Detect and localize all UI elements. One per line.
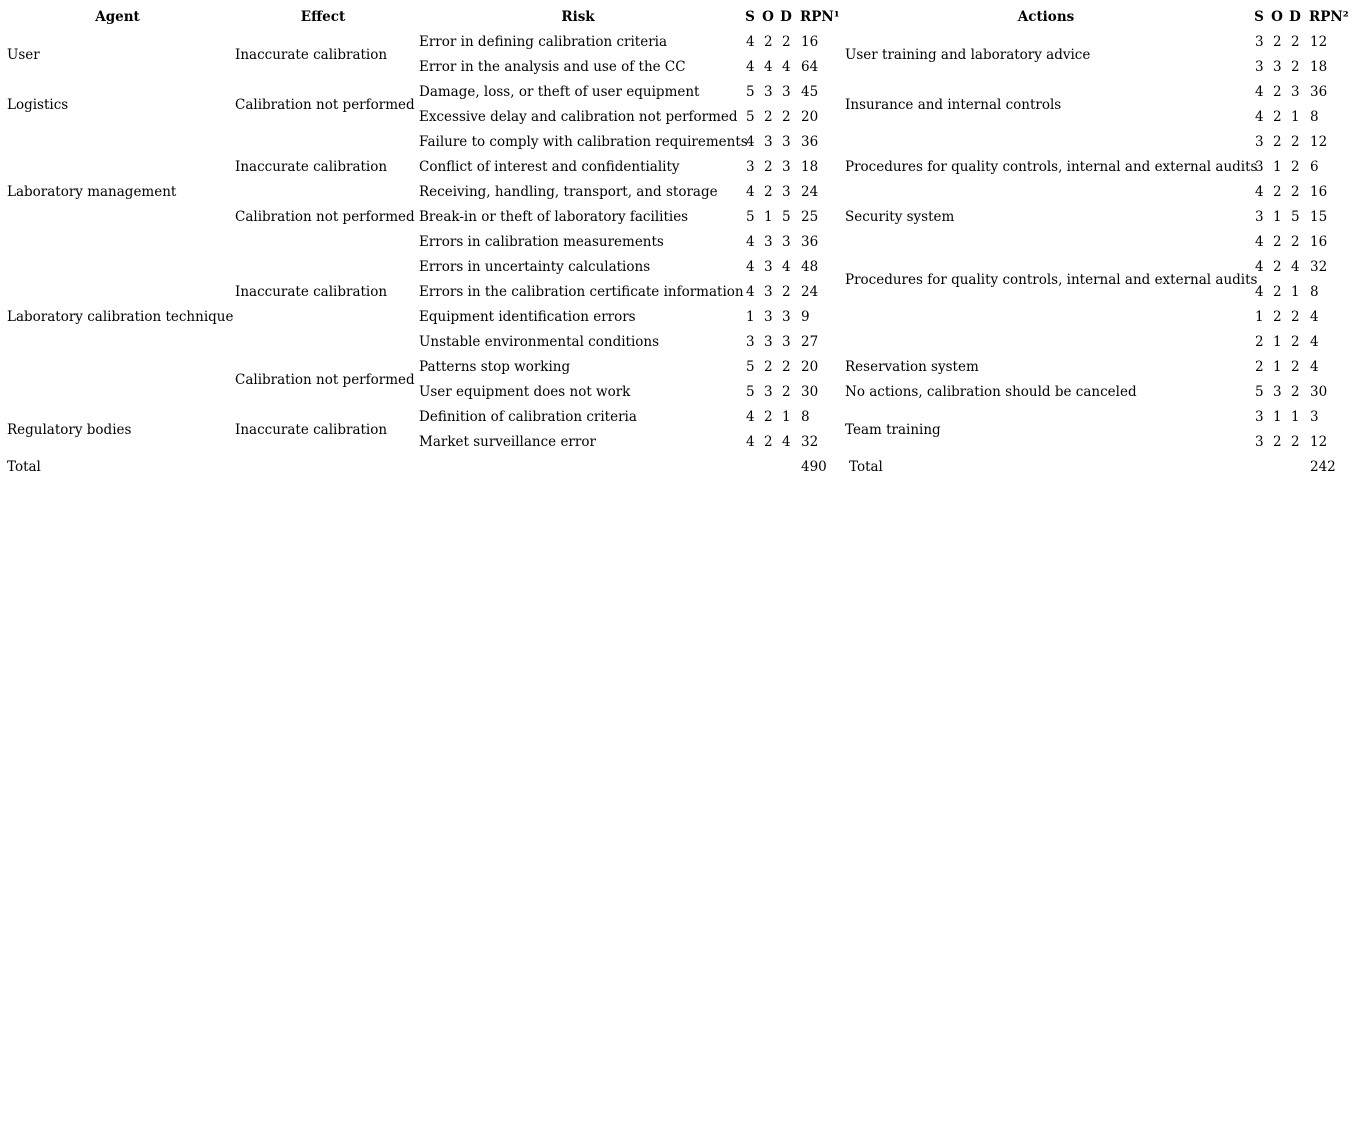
risk-cell: Errors in uncertainty calculations <box>419 259 651 275</box>
effect-cell: Inaccurate calibration <box>235 421 388 438</box>
detection-cell: 3 <box>782 184 791 200</box>
effect-cell: Calibration not performed <box>235 209 415 225</box>
rpn1-cell: 9 <box>801 309 810 325</box>
rpn2-cell: 32 <box>1310 259 1328 275</box>
detection2-cell: 2 <box>1291 309 1300 325</box>
effect-cell: Inaccurate calibration <box>235 46 388 63</box>
occurrence-cell: 3 <box>764 334 773 350</box>
severity2-cell: 3 <box>1255 434 1264 450</box>
rpn2-cell: 16 <box>1310 234 1328 250</box>
rpn1-cell: 8 <box>801 409 810 425</box>
severity-cell: 4 <box>746 409 755 425</box>
severity2-cell: 4 <box>1255 109 1264 125</box>
total-rpn1: 490 <box>801 459 827 475</box>
detection2-cell: 2 <box>1291 334 1300 350</box>
rpn2-cell: 4 <box>1310 334 1319 350</box>
occurrence2-cell: 1 <box>1273 359 1282 375</box>
occurrence2-cell: 1 <box>1273 159 1282 175</box>
rpn2-cell: 8 <box>1310 284 1319 300</box>
detection2-cell: 2 <box>1291 134 1300 150</box>
action-cell: Procedures for quality controls, internal and external audits <box>845 159 1258 175</box>
detection2-cell: 1 <box>1291 284 1300 300</box>
risk-cell: Excessive delay and calibration not performed <box>419 109 738 125</box>
severity-cell: 5 <box>746 359 755 375</box>
detection-cell: 5 <box>782 209 791 225</box>
effect-cell: Calibration not performed <box>235 96 415 113</box>
agent-cell: Regulatory bodies <box>7 421 132 438</box>
occurrence-cell: 3 <box>764 259 773 275</box>
detection-cell: 4 <box>782 59 791 75</box>
detection-cell: 2 <box>782 284 791 300</box>
severity-cell: 4 <box>746 59 755 75</box>
detection2-cell: 5 <box>1291 209 1300 225</box>
occurrence-cell: 3 <box>764 84 773 100</box>
severity2-cell: 3 <box>1255 34 1264 50</box>
occurrence2-cell: 2 <box>1273 434 1282 450</box>
severity2-cell: 2 <box>1255 359 1264 375</box>
detection-cell: 3 <box>782 309 791 325</box>
occurrence-cell: 3 <box>764 284 773 300</box>
severity-cell: 4 <box>746 184 755 200</box>
severity2-cell: 2 <box>1255 334 1264 350</box>
action-cell: Team training <box>845 421 941 438</box>
agent-cell: User <box>7 46 40 63</box>
detection-cell: 1 <box>782 409 791 425</box>
occurrence2-cell: 2 <box>1273 259 1282 275</box>
risk-cell: Market surveillance error <box>419 434 596 450</box>
severity2-cell: 3 <box>1255 209 1264 225</box>
detection2-cell: 2 <box>1291 159 1300 175</box>
rpn2-cell: 18 <box>1310 59 1328 75</box>
severity2-cell: 4 <box>1255 234 1264 250</box>
occurrence-cell: 2 <box>764 159 773 175</box>
header-d2: D <box>1289 9 1301 25</box>
risk-cell: Failure to comply with calibration requirements <box>419 134 748 150</box>
effect-cell: Calibration not performed <box>235 371 415 388</box>
risk-cell: Break-in or theft of laboratory facilities <box>419 209 689 225</box>
occurrence-cell: 3 <box>764 134 773 150</box>
rpn1-cell: 32 <box>801 434 819 450</box>
detection-cell: 4 <box>782 259 791 275</box>
rpn2-cell: 4 <box>1310 359 1319 375</box>
detection2-cell: 2 <box>1291 384 1300 400</box>
detection2-cell: 2 <box>1291 59 1300 75</box>
severity-cell: 5 <box>746 384 755 400</box>
rpn1-cell: 64 <box>801 59 819 75</box>
severity-cell: 4 <box>746 34 755 50</box>
rpn2-cell: 12 <box>1310 134 1328 150</box>
occurrence2-cell: 2 <box>1273 134 1282 150</box>
header-d: D <box>780 9 792 25</box>
header-rpn1: RPN¹ <box>800 9 840 25</box>
occurrence2-cell: 2 <box>1273 284 1282 300</box>
occurrence2-cell: 3 <box>1273 384 1282 400</box>
detection-cell: 2 <box>782 359 791 375</box>
risk-cell: Unstable environmental conditions <box>419 334 660 350</box>
occurrence-cell: 2 <box>764 359 773 375</box>
occurrence2-cell: 2 <box>1273 84 1282 100</box>
rpn1-cell: 25 <box>801 209 819 225</box>
severity2-cell: 3 <box>1255 159 1264 175</box>
total-label-right: Total <box>849 459 883 475</box>
rpn1-cell: 45 <box>801 84 819 100</box>
risk-cell: Equipment identification errors <box>419 309 636 325</box>
header-agent: Agent <box>95 9 140 25</box>
detection-cell: 2 <box>782 34 791 50</box>
header-s2: S <box>1254 9 1264 25</box>
detection2-cell: 1 <box>1291 409 1300 425</box>
rpn1-cell: 20 <box>801 359 819 375</box>
occurrence-cell: 2 <box>764 434 773 450</box>
detection-cell: 3 <box>782 334 791 350</box>
severity-cell: 4 <box>746 234 755 250</box>
occurrence-cell: 1 <box>764 209 773 225</box>
severity-cell: 4 <box>746 434 755 450</box>
effect-cell: Inaccurate calibration <box>235 284 388 300</box>
action-cell: No actions, calibration should be canceled <box>845 384 1137 400</box>
rpn2-cell: 12 <box>1310 434 1328 450</box>
total-label-left: Total <box>7 459 41 475</box>
occurrence-cell: 2 <box>764 109 773 125</box>
rpn2-cell: 15 <box>1310 209 1328 225</box>
occurrence-cell: 3 <box>764 234 773 250</box>
severity-cell: 3 <box>746 159 755 175</box>
risk-cell: Conflict of interest and confidentiality <box>419 159 680 175</box>
severity-cell: 3 <box>746 334 755 350</box>
rpn2-cell: 36 <box>1310 84 1328 100</box>
severity2-cell: 4 <box>1255 184 1264 200</box>
detection-cell: 2 <box>782 109 791 125</box>
detection2-cell: 2 <box>1291 234 1300 250</box>
rpn2-cell: 4 <box>1310 309 1319 325</box>
severity2-cell: 1 <box>1255 309 1264 325</box>
risk-cell: User equipment does not work <box>419 384 631 400</box>
severity2-cell: 3 <box>1255 409 1264 425</box>
occurrence2-cell: 2 <box>1273 109 1282 125</box>
severity-cell: 5 <box>746 209 755 225</box>
rpn1-cell: 30 <box>801 384 819 400</box>
agent-cell: Laboratory management <box>7 184 177 200</box>
total-rpn2: 242 <box>1310 459 1336 475</box>
detection-cell: 3 <box>782 134 791 150</box>
occurrence-cell: 2 <box>764 409 773 425</box>
rpn2-cell: 12 <box>1310 34 1328 50</box>
occurrence2-cell: 2 <box>1273 184 1282 200</box>
occurrence2-cell: 2 <box>1273 34 1282 50</box>
risk-cell: Errors in calibration measurements <box>419 234 664 250</box>
action-cell: User training and laboratory advice <box>845 46 1091 63</box>
detection2-cell: 3 <box>1291 84 1300 100</box>
agent-cell: Logistics <box>7 96 69 113</box>
detection-cell: 3 <box>782 159 791 175</box>
rpn1-cell: 18 <box>801 159 819 175</box>
detection-cell: 3 <box>782 84 791 100</box>
agent-cell: Laboratory calibration technique <box>7 309 234 325</box>
severity-cell: 5 <box>746 84 755 100</box>
severity-cell: 5 <box>746 109 755 125</box>
header-o: O <box>762 9 774 25</box>
effect-cell: Inaccurate calibration <box>235 159 388 175</box>
risk-cell: Definition of calibration criteria <box>419 409 637 425</box>
risk-cell: Patterns stop working <box>419 359 571 375</box>
severity-cell: 1 <box>746 309 755 325</box>
rpn1-cell: 16 <box>801 34 819 50</box>
action-cell: Procedures for quality controls, internal and external audits <box>845 271 1258 288</box>
occurrence2-cell: 2 <box>1273 309 1282 325</box>
rpn1-cell: 24 <box>801 184 819 200</box>
detection2-cell: 2 <box>1291 434 1300 450</box>
header-risk: Risk <box>561 9 595 25</box>
action-cell: Security system <box>845 209 955 225</box>
occurrence-cell: 2 <box>764 184 773 200</box>
severity2-cell: 4 <box>1255 84 1264 100</box>
severity-cell: 4 <box>746 134 755 150</box>
severity2-cell: 4 <box>1255 284 1264 300</box>
detection-cell: 3 <box>782 234 791 250</box>
occurrence2-cell: 3 <box>1273 59 1282 75</box>
header-effect: Effect <box>300 9 346 25</box>
detection2-cell: 2 <box>1291 359 1300 375</box>
rpn2-cell: 30 <box>1310 384 1328 400</box>
action-cell: Insurance and internal controls <box>845 96 1062 113</box>
detection2-cell: 1 <box>1291 109 1300 125</box>
risk-cell: Error in the analysis and use of the CC <box>419 59 686 75</box>
rpn2-cell: 3 <box>1310 409 1319 425</box>
header-actions: Actions <box>1017 9 1075 25</box>
header-s: S <box>745 9 755 25</box>
rpn1-cell: 36 <box>801 134 819 150</box>
risk-cell: Errors in the calibration certificate information <box>419 284 744 300</box>
rpn1-cell: 20 <box>801 109 819 125</box>
detection2-cell: 4 <box>1291 259 1300 275</box>
occurrence-cell: 3 <box>764 384 773 400</box>
detection-cell: 2 <box>782 384 791 400</box>
occurrence-cell: 2 <box>764 34 773 50</box>
occurrence-cell: 3 <box>764 309 773 325</box>
risk-cell: Receiving, handling, transport, and storage <box>419 184 718 200</box>
header-rpn2: RPN² <box>1309 9 1349 25</box>
header-o2: O <box>1271 9 1283 25</box>
severity2-cell: 4 <box>1255 259 1264 275</box>
occurrence2-cell: 2 <box>1273 234 1282 250</box>
detection-cell: 4 <box>782 434 791 450</box>
occurrence2-cell: 1 <box>1273 334 1282 350</box>
rpn1-cell: 27 <box>801 334 819 350</box>
occurrence-cell: 4 <box>764 59 773 75</box>
severity2-cell: 5 <box>1255 384 1264 400</box>
rpn1-cell: 24 <box>801 284 819 300</box>
rpn2-cell: 16 <box>1310 184 1328 200</box>
occurrence2-cell: 1 <box>1273 409 1282 425</box>
severity2-cell: 3 <box>1255 134 1264 150</box>
severity-cell: 4 <box>746 259 755 275</box>
risk-cell: Damage, loss, or theft of user equipment <box>419 84 700 100</box>
rpn2-cell: 8 <box>1310 109 1319 125</box>
detection2-cell: 2 <box>1291 34 1300 50</box>
action-cell: Reservation system <box>845 359 979 375</box>
rpn1-cell: 36 <box>801 234 819 250</box>
rpn1-cell: 48 <box>801 259 819 275</box>
occurrence2-cell: 1 <box>1273 209 1282 225</box>
risk-cell: Error in defining calibration criteria <box>419 34 668 50</box>
rpn2-cell: 6 <box>1310 159 1319 175</box>
severity2-cell: 3 <box>1255 59 1264 75</box>
severity-cell: 4 <box>746 284 755 300</box>
detection2-cell: 2 <box>1291 184 1300 200</box>
